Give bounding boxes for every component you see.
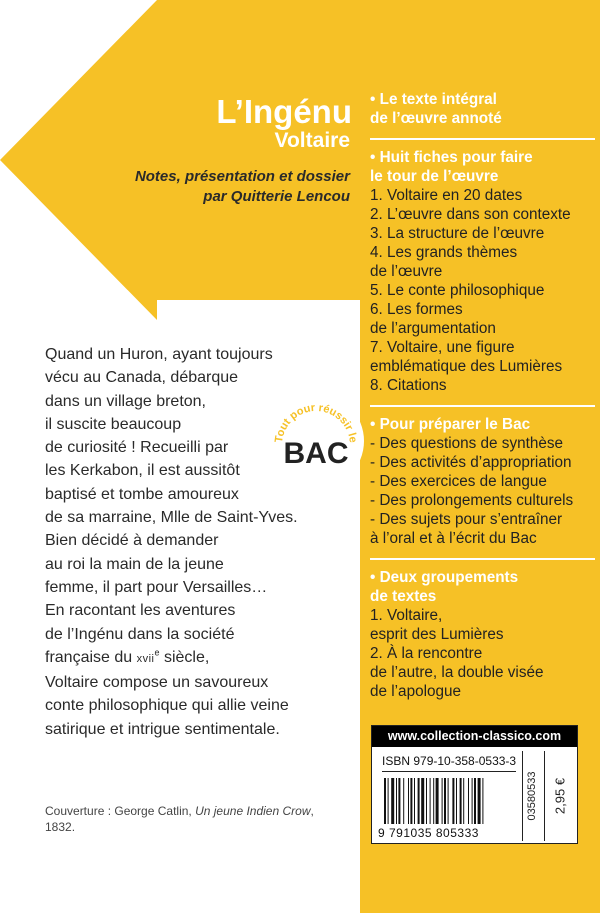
list-item: 2. À la rencontre <box>370 645 483 662</box>
summary-line: de sa marraine, Mlle de Saint-Yves. <box>45 509 298 527</box>
summary-line <box>45 646 335 671</box>
summary-line: de l’Ingénu dans la société <box>45 625 235 643</box>
list-item: 6. Les formes <box>370 301 463 318</box>
summary-line: il suscite beaucoup <box>45 415 182 433</box>
summary-line: Bien décidé à demander <box>45 532 219 550</box>
price-text: 2,95 € <box>552 777 568 815</box>
cover-credit-line <box>45 803 345 819</box>
editorial-credit <box>135 167 350 207</box>
summary-line: vécu au Canada, débarque <box>45 369 239 387</box>
list-item: 3. La structure de l’œuvre <box>370 225 545 242</box>
book-author: Voltaire <box>274 129 350 152</box>
price <box>544 751 575 841</box>
section-heading: • Huit fiches pour faire <box>370 149 533 166</box>
list-item: emblématique des Lumières <box>370 358 563 375</box>
summary-line: femme, il part pour Versailles… <box>45 578 268 596</box>
section-heading: le tour de l’œuvre <box>370 168 499 185</box>
summary-line: En racontant les aventures <box>45 602 236 620</box>
section-groupements <box>370 568 595 701</box>
section-heading: • Pour préparer le Bac <box>370 416 531 433</box>
summary-line: Quand un Huron, ayant toujours <box>45 346 273 363</box>
list-item: à l’oral et à l’écrit du Bac <box>370 530 537 547</box>
century-suffix: siècle, <box>159 648 210 666</box>
badge-main-text: BAC <box>283 437 349 470</box>
cover-credit-suffix: , <box>310 804 314 818</box>
section-heading: • Le texte intégral <box>370 91 497 108</box>
divider <box>370 558 595 560</box>
summary-line: conte philosophique qui allie veine <box>45 697 289 715</box>
section-heading: • Deux groupements <box>370 569 519 586</box>
contents-column <box>370 90 595 711</box>
list-item: 1. Voltaire en 20 dates <box>370 187 523 204</box>
product-code-text: 03580533 <box>526 771 538 821</box>
bac-badge <box>268 393 364 489</box>
barcode-number: 9 791035 805333 <box>378 826 479 840</box>
divider <box>370 405 595 407</box>
list-item: esprit des Lumières <box>370 626 504 643</box>
section-bac <box>370 415 595 548</box>
section-full-text <box>370 90 595 128</box>
book-title: L’Ingénu <box>216 93 352 130</box>
century-prefix: française du <box>45 648 137 666</box>
summary-line: dans un village breton, <box>45 392 206 410</box>
list-item: 2. L’œuvre dans son contexte <box>370 206 571 223</box>
section-heading: de l’œuvre annoté <box>370 110 502 127</box>
list-item: - Des exercices de langue <box>370 473 547 490</box>
credit-line: Notes, présentation et dossier <box>134 168 350 185</box>
cover-credit <box>45 803 345 835</box>
list-item: de l’argumentation <box>370 320 496 337</box>
century-roman: xvii <box>136 652 155 665</box>
barcode-panel <box>371 725 578 844</box>
summary-line: baptisé et tombe amoureux <box>45 485 239 503</box>
summary-line: Voltaire compose un savoureux <box>45 674 269 692</box>
summary-line: au roi la main de la jeune <box>45 555 224 573</box>
cover-credit-work: Un jeune Indien Crow <box>195 804 311 818</box>
list-item: de l’œuvre <box>370 263 443 280</box>
list-item: 1. Voltaire, <box>370 607 443 624</box>
cover-credit-year: 1832. <box>45 820 76 834</box>
summary-line: satirique et intrigue sentimentale. <box>45 720 280 738</box>
section-fiches <box>370 148 595 395</box>
list-item: 4. Les grands thèmes <box>370 244 518 261</box>
barcode-icon <box>382 778 512 824</box>
list-item: de l’apologue <box>370 683 462 700</box>
summary-line: les Kerkabon, il est aussitôt <box>45 462 240 480</box>
list-item: - Des sujets pour s’entraîner <box>370 511 563 528</box>
section-heading: de textes <box>370 588 437 605</box>
list-item: - Des prolongements culturels <box>370 492 574 509</box>
century-sup: e <box>154 647 160 658</box>
website-label: www.collection-classico.com <box>372 726 577 747</box>
list-item: 7. Voltaire, une figure <box>370 339 515 356</box>
cover-credit-prefix: Couverture : George Catlin, <box>45 804 196 818</box>
badge-arc-text: Tout pour réussir le <box>273 401 359 444</box>
divider <box>370 138 595 140</box>
summary-line: de curiosité ! Recueilli par <box>45 439 229 457</box>
list-item: de l’autre, la double visée <box>370 664 544 681</box>
credit-line: par Quitterie Lencou <box>203 188 350 205</box>
list-item: - Des activités d’appropriation <box>370 454 572 471</box>
list-item: - Des questions de synthèse <box>370 435 564 452</box>
list-item: 8. Citations <box>370 377 447 394</box>
list-item: 5. Le conte philosophique <box>370 282 545 299</box>
product-code <box>522 751 541 841</box>
isbn-label: ISBN 979-10-358-0533-3 <box>382 754 516 772</box>
